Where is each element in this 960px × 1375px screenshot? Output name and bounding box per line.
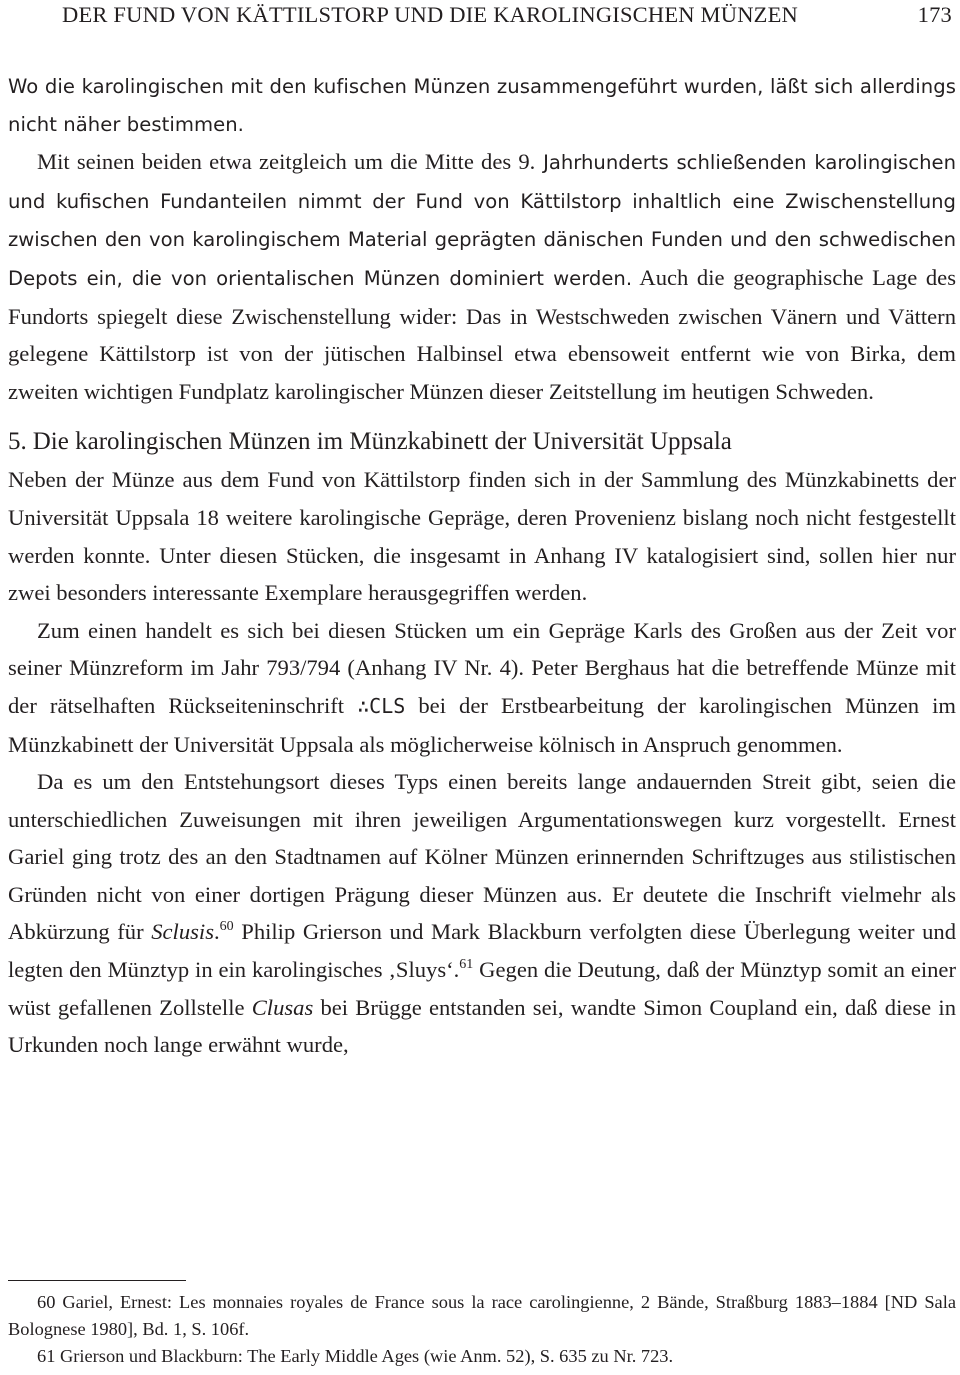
paragraph-5-part-c: Gegen die Deutung, daß der Münztyp somit an einer wüst gefallenen Zollstelle: [8, 957, 956, 1020]
running-header: [62, 2, 952, 32]
section-title: Die karolingischen Münzen im Münzkabinett der Universität Uppsala: [32, 428, 732, 456]
footnote-ref-60[interactable]: 60: [219, 919, 234, 935]
term-sclusis: Sclusis: [151, 919, 214, 945]
paragraph-2-middle: Jahrhunderts schließenden karolingischen und kufischen Fundanteilen nimmt der Fund von Kättilstorp inhaltlich eine Zwischenstellung zwischen den von karolingischem Material geprägten dänischen Funden und den schwedischen Depots ein, die von orientalischen Münzen dominiert werden.: [8, 151, 956, 290]
paragraph-3: Neben der Münze aus dem Fund von Kättilstorp finden sich in der Sammlung des Münzkabinetts der Universität Uppsala 18 weitere karolingische Gepräge, deren Provenienz bislang noch nicht festgestellt werden konnte. Unter diesen Stücken, die insgesamt in Anhang IV katalogisiert sind, sollen hier nur zwei besonders interessante Exemplare herausgegriffen werden.: [8, 467, 956, 606]
paragraph-5-part-b: Philip Grierson und Mark Blackburn verfolgten diese Überlegung weiter und legten den Münztyp in ein karolingisches ‚Sluys‘.: [8, 919, 956, 983]
footnotes: [8, 1289, 956, 1370]
body-text: [8, 68, 956, 1064]
paragraph-5: [8, 763, 956, 1064]
coin-inscription: ∴CLS: [357, 693, 406, 718]
paragraph-5-part-a: Da es um den Entstehungsort dieses Typs einen bereits lange andauernden Streit gibt, seien die unterschiedlichen Zuweisungen mit ihren jeweiligen Argumentationswegen kurz vorgestellt. Ernest Gariel ging trotz des an den Stadtnamen auf Kölner Münzen erinnernden Schriftzuges aus stilistischen Gründen nicht von einer dortigen Prägung dieser Münzen aus. Er deutete die Inschrift vielmehr als Abkürzung für: [8, 769, 956, 945]
paragraph-5-dot: .: [213, 919, 220, 945]
paragraph-1: Wo die karolingischen mit den kufischen Münzen zusammengeführt wurden, läßt sich allerdings nicht näher bestimmen.: [8, 75, 956, 136]
section-heading: [8, 425, 956, 459]
paragraph-2-end: Auch die geographische Lage des Fundorts spiegelt diese Zwischenstellung wider: Das in Westschweden zwischen Vänern und Vättern gelegene Kättilstorp ist von der jütischen Halbinsel etwa ebensoweit entfernt wie von Birka, dem zweiten wichtigen Fundplatz karolingischer Münzen dieser Zeitstellung im heutigen Schweden.: [8, 264, 957, 404]
page-number: 173: [917, 2, 952, 27]
running-title: DER FUND VON KÄTTILSTORP UND DIE KAROLINGISCHEN MÜNZEN: [62, 2, 798, 27]
section-number: 5.: [8, 428, 27, 456]
paragraph-2: [8, 143, 956, 410]
footnote-rule: [8, 1280, 186, 1281]
paragraph-5-part-d: bei Brügge entstanden sei, wandte Simon Coupland ein, daß diese in Urkunden noch lange erwähnt wurde,: [8, 994, 956, 1058]
paragraph-2-start: Mit seinen beiden etwa zeitgleich um die Mitte des 9.: [37, 149, 536, 175]
footnote-61: 61 Grierson und Blackburn: The Early Middle Ages (wie Anm. 52), S. 635 zu Nr. 723.: [37, 1346, 674, 1366]
footnote-60: 60 Gariel, Ernest: Les monnaies royales de France sous la race carolingienne, 2 Bände, Straßburg 1883–1884 [ND Sala Bolognese 1980], Bd. 1, S. 106f.: [8, 1292, 956, 1339]
footnote-ref-61[interactable]: 61: [459, 957, 474, 973]
term-clusas: Clusas: [251, 994, 314, 1020]
paragraph-4-end: bei der Erstbearbeitung der karolingischen Münzen im Münzkabinett der Universität Uppsala als möglicherweise kölnisch in Anspruch genommen.: [8, 692, 957, 757]
paragraph-4-start: Zum einen handelt es sich bei diesen Stücken um ein Gepräge Karls des Großen aus der Zeit vor seiner Münzreform im Jahr 793/794 (Anhang IV Nr. 4). Peter Berghaus hat die betreffende Münze mit der rätselhaften Rückseiteninschrift: [8, 617, 956, 718]
paragraph-4: [8, 612, 956, 763]
